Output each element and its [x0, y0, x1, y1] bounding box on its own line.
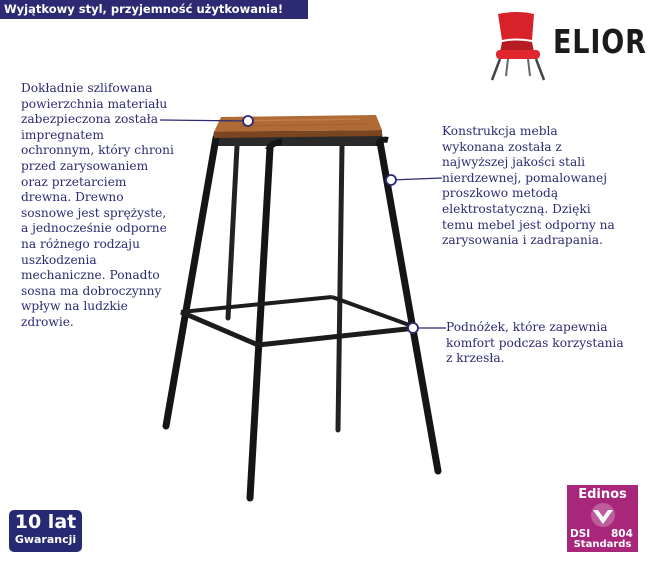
description-line: ochronnym, który chroni — [21, 143, 174, 158]
description-line: powierzchnia materiału — [21, 96, 168, 111]
description-line: z krzesła. — [446, 351, 505, 366]
description-line: elektrostatyczną. Dzięki — [442, 201, 591, 216]
description-line: impregnatem — [21, 127, 104, 142]
description-line: oraz przetarciem — [21, 174, 127, 189]
promo-banner: Wyjątkowy styl, przyjemność użytkowania! — [0, 0, 308, 19]
footrest-description — [446, 320, 646, 367]
description-line: sosna ma dobroczynny — [21, 283, 162, 298]
description-line: przed zarysowaniem — [21, 158, 149, 173]
description-line: drewna. Drewno — [21, 190, 124, 205]
description-line: zabezpieczona została — [21, 112, 159, 127]
warranty-years: 10 lat — [14, 511, 77, 533]
description-line: wykonana została z — [442, 139, 562, 154]
description-line: zdrowie. — [21, 314, 74, 329]
description-line: Dokładnie szlifowana — [21, 81, 153, 95]
description-line: Konstrukcja mebla — [442, 124, 558, 138]
description-line: na różnego rodzaju — [21, 236, 140, 251]
certification-badge — [567, 485, 638, 552]
description-line: najwyższej jakości stali — [442, 155, 586, 170]
description-line: wpływ na ludzkie — [21, 299, 128, 314]
description-line: sosnowe jest sprężyste, — [21, 205, 167, 220]
description-line: nierdzewnej, pomalowanej — [442, 170, 607, 185]
description-line: a jednocześnie odporne — [21, 221, 167, 236]
badge-number: 804 — [611, 528, 633, 540]
description-line: uszkodzenia — [21, 252, 97, 267]
badge-standards: Standards — [573, 539, 632, 550]
description-line: komfort podczas korzystania — [446, 335, 624, 350]
description-line: Podnóżek, które zapewnia — [446, 320, 608, 334]
description-line: mechaniczne. Ponadto — [21, 268, 160, 283]
checkmark-icon — [589, 502, 617, 528]
badge-dsi: DSI — [570, 528, 591, 540]
frame-description — [442, 124, 642, 249]
description-line: proszkowo metodą — [442, 186, 559, 201]
brand-name: ELIOR — [553, 22, 647, 61]
warranty-label: Gwarancji — [14, 533, 77, 546]
description-line: temu mebel jest odporny na — [442, 217, 615, 232]
badge-title: Edinos — [578, 487, 627, 502]
warranty-badge — [9, 510, 82, 552]
description-line: zarysowania i zadrapania. — [442, 233, 603, 248]
seat-description — [21, 81, 191, 331]
